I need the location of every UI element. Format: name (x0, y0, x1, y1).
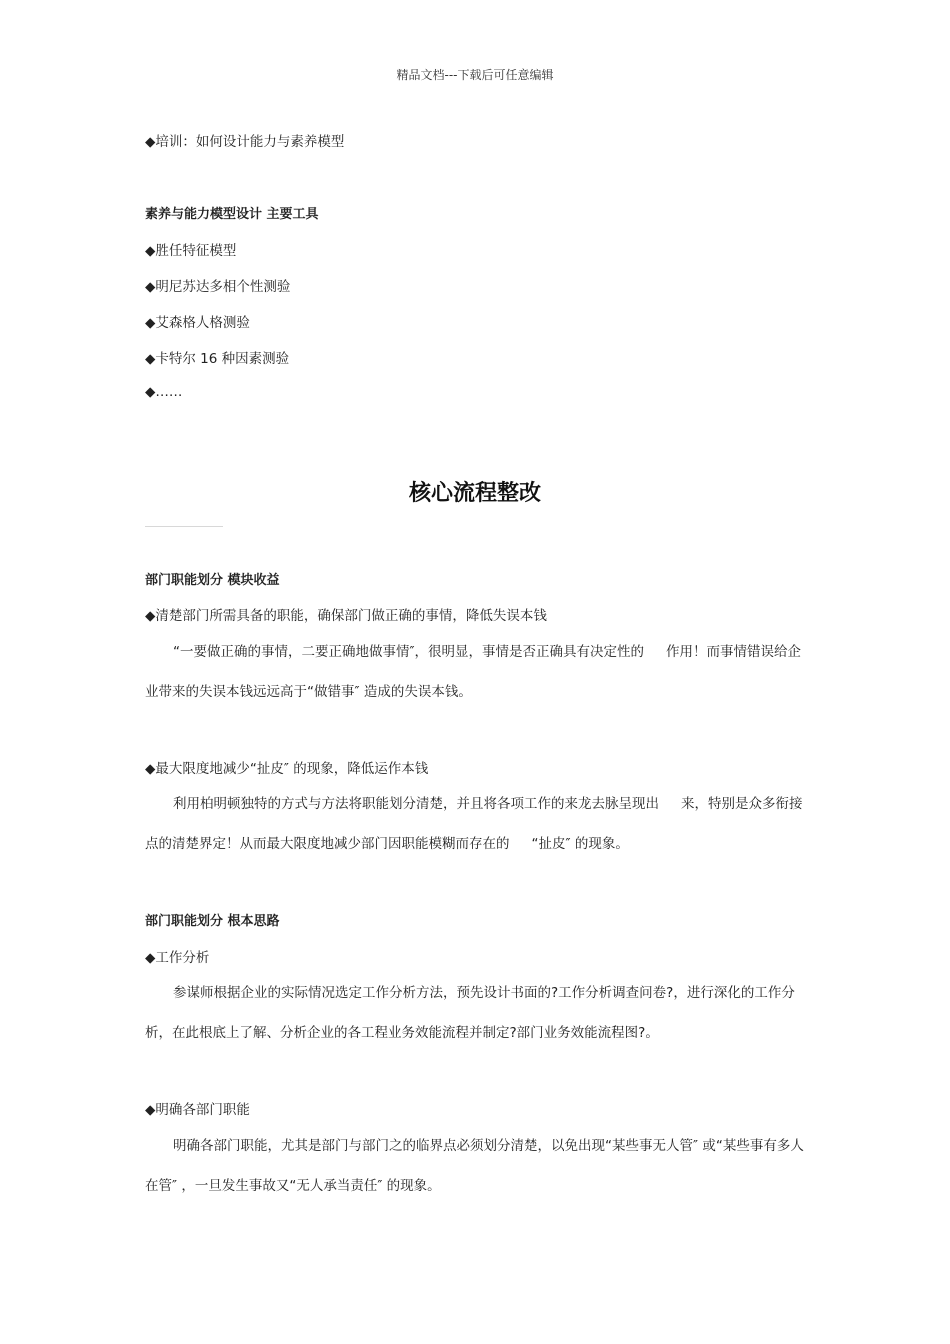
benefits-paragraph-1: “一要做正确的事情，二要正确地做事情″，很明显，事情是否正确具有决定性的 作用！而事情错误给企业带来的失误本钱远远高于“做错事″ 造成的失误本钱。 (145, 644, 802, 700)
benefits-bullet-2: ◆最大限度地减少“扯皮″ 的现象，降低运作本钱 (145, 761, 429, 777)
benefits-bullet-1: ◆清楚部门所需具备的职能，确保部门做正确的事情，降低失误本钱 (145, 608, 547, 624)
tools-list-item: ◆卡特尔 16 种因素测验 (145, 351, 290, 367)
benefits-paragraph-2: 利用柏明顿独特的方式与方法将职能划分清楚，并且将各项工作的来龙去脉呈现出 来，特别是众多衔接点的清楚界定！从而最大限度地减少部门因职能模糊而存在的 “扯皮″ 的现象。 (145, 796, 803, 852)
ideas-bullet-2: ◆明确各部门职能 (145, 1102, 250, 1118)
tools-list-item: ◆…… (145, 384, 183, 400)
section-divider (145, 526, 223, 527)
ideas-paragraph-1: 参谋师根据企业的实际情况选定工作分析方法，预先设计书面的?工作分析调查问卷?，进行深化的工作分析，在此根底上了解、分析企业的各工程业务效能流程并制定?部门业务效能流程图?。 (145, 985, 795, 1041)
ideas-bullet-1: ◆工作分析 (145, 950, 210, 966)
tools-list-item: ◆明尼苏达多相个性测验 (145, 279, 291, 295)
benefits-heading: 部门职能划分 模块收益 (145, 573, 280, 588)
tools-list-item: ◆胜任特征模型 (145, 243, 237, 259)
tools-list-item: ◆艾森格人格测验 (145, 315, 250, 331)
section-title: 核心流程整改 (408, 481, 541, 506)
ideas-heading: 部门职能划分 根本思路 (145, 914, 280, 929)
tools-heading: 素养与能力模型设计 主要工具 (145, 207, 319, 222)
intro-bullet: ◆培训：如何设计能力与素养模型 (145, 134, 345, 150)
ideas-paragraph-2: 明确各部门职能，尤其是部门与部门之的临界点必须划分清楚，以免出现“某些事无人管″ 或“某些事有多人在管″ ，一旦发生事故又“无人承当责任″ 的现象。 (145, 1138, 804, 1194)
page-header: 精品文档---下载后可任意编辑 (396, 68, 554, 82)
